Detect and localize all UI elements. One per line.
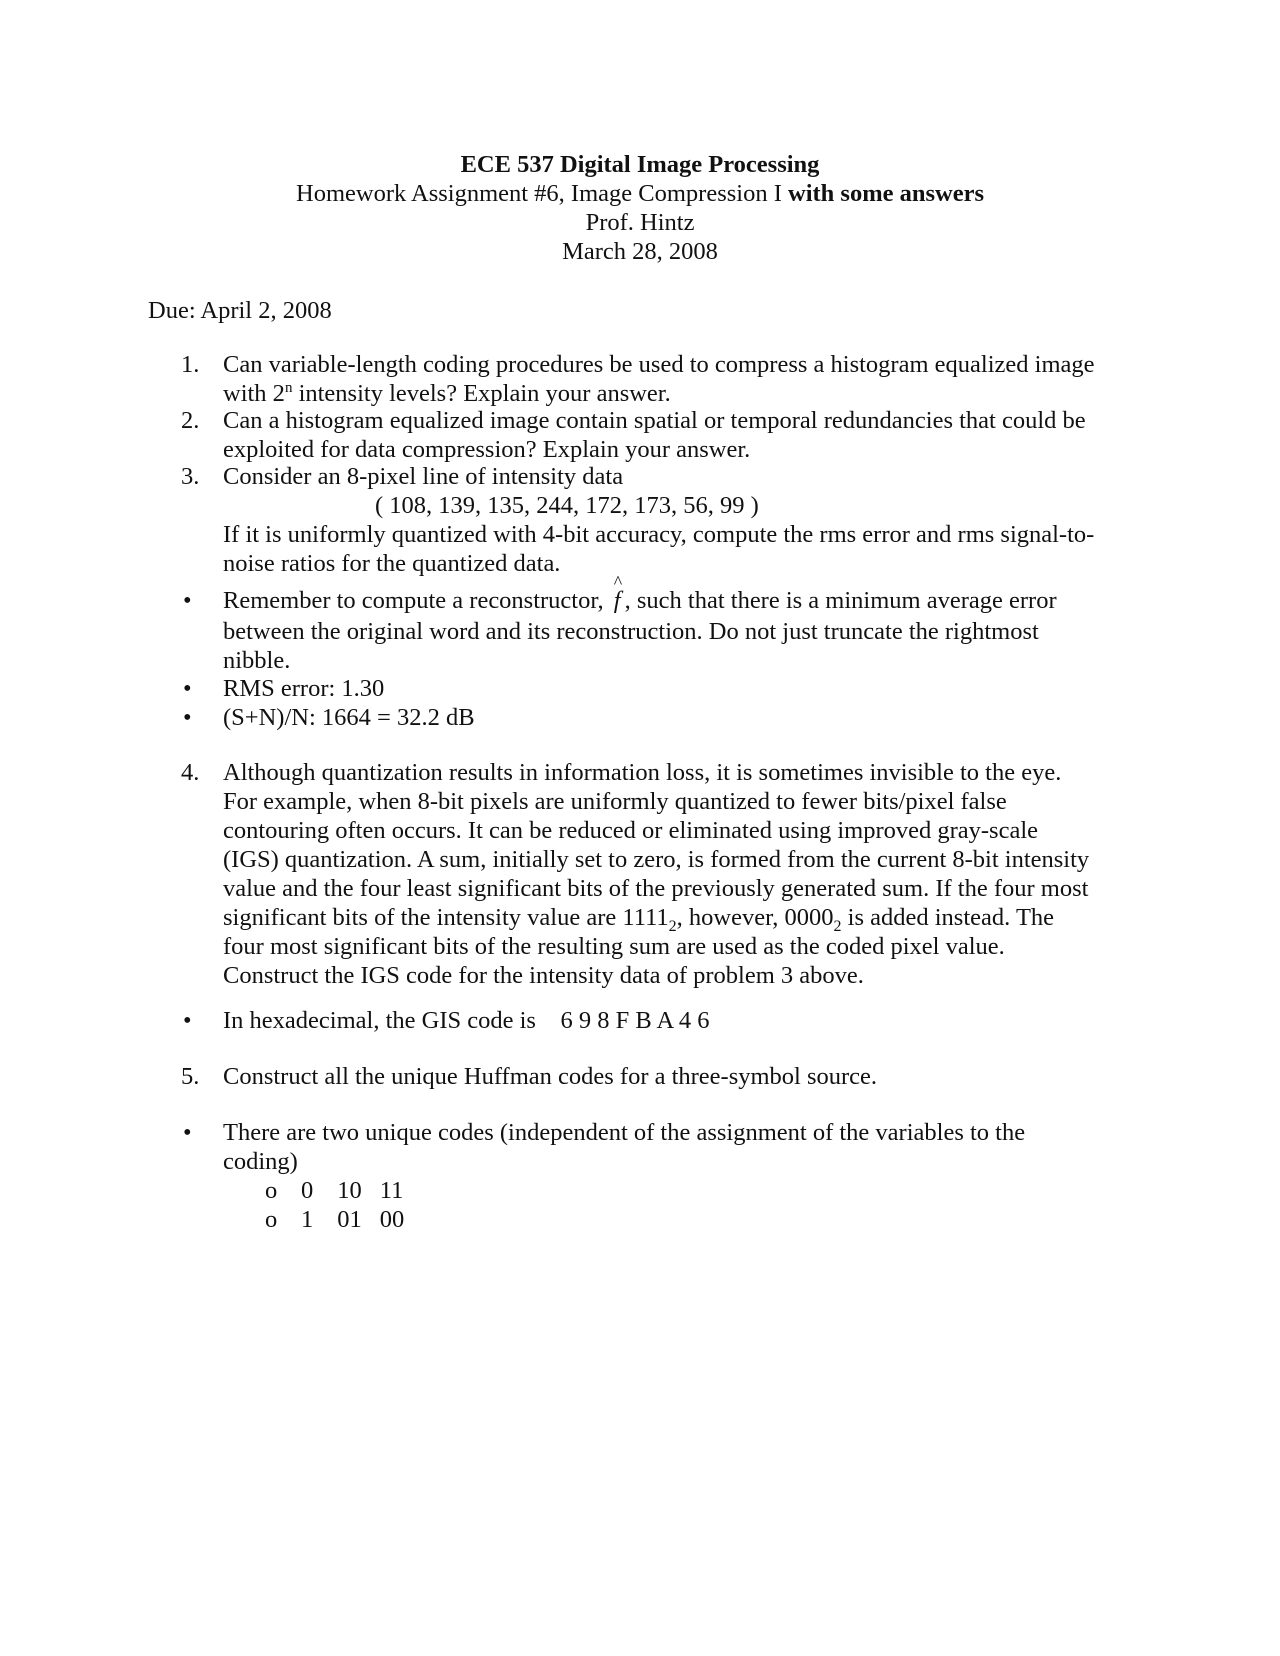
assignment-title-plain: Homework Assignment #6, Image Compression I: [296, 180, 782, 207]
answer-line: [223, 572, 1123, 615]
question-line: exploited for data compression? Explain your answer.: [223, 436, 751, 463]
hat-accent: ^: [613, 572, 623, 592]
question-line: If it is uniformly quantized with 4-bit accuracy, compute the rms error and rms signal-to-: [223, 521, 1095, 548]
professor-name: Prof. Hintz: [585, 209, 695, 236]
text-run: Remember to compute a reconstructor,: [223, 587, 610, 614]
assignment-title-bold: with some answers: [788, 180, 984, 207]
answer-line: nibble.: [223, 647, 291, 674]
question-line: [223, 903, 1123, 935]
code-word: 00: [379, 1206, 405, 1233]
code-word: 1: [301, 1206, 314, 1233]
answer-5-bullet: [183, 1118, 1123, 1176]
question-number: 3.: [181, 463, 200, 490]
bullet-icon: •: [183, 1119, 192, 1146]
question-number: 5.: [181, 1063, 200, 1090]
question-line: Can a histogram equalized image contain spatial or temporal redundancies that could be: [223, 407, 1086, 434]
answer-line: between the original word and its reconstruction. Do not just truncate the rightmost: [223, 618, 1039, 645]
answer-3-bullet-2: [183, 674, 1123, 703]
question-line: four most significant bits of the resulting sum are used as the coded pixel value.: [223, 933, 1005, 960]
text-run: with 2: [223, 380, 285, 407]
text-run: significant bits of the intensity value are 1111: [223, 904, 669, 931]
question-line: [223, 379, 1123, 408]
document-date: March 28, 2008: [562, 238, 718, 265]
question-line: Can variable-length coding procedures be used to compress a histogram equalized image: [223, 351, 1095, 378]
igs-code: In hexadecimal, the GIS code is 6 9 8 F B A 4 6: [223, 1007, 710, 1034]
huffman-code-2: [265, 1205, 416, 1234]
course-title: ECE 537 Digital Image Processing: [460, 151, 820, 178]
question-3: [181, 462, 1123, 578]
question-number: 1.: [181, 351, 200, 378]
subscript: 2: [668, 917, 677, 935]
circle-bullet-icon: o: [265, 1206, 278, 1233]
code-word: 0: [301, 1177, 314, 1204]
text-run: , such that there is a minimum average error: [624, 587, 1057, 614]
question-5: [181, 1062, 1123, 1091]
question-4: [181, 758, 1123, 990]
rms-error: RMS error: 1.30: [223, 675, 385, 702]
question-2: [181, 406, 1123, 464]
bullet-icon: •: [183, 587, 192, 614]
text-run: , however, 0000: [676, 904, 834, 931]
question-line: noise ratios for the quantized data.: [223, 550, 561, 577]
question-line: Construct the IGS code for the intensity data of problem 3 above.: [223, 962, 864, 989]
question-1: [181, 350, 1123, 408]
snr-value: (S+N)/N: 1664 = 32.2 dB: [223, 704, 475, 731]
answer-line: coding): [223, 1148, 298, 1175]
answer-line: There are two unique codes (independent of the assignment of the variables to the: [223, 1119, 1026, 1146]
text-run: is added instead. The: [841, 904, 1055, 931]
code-word: 11: [379, 1177, 404, 1204]
answer-3-bullet-1: [183, 572, 1123, 675]
bullet-icon: •: [183, 675, 192, 702]
question-line: value and the four least significant bits of the previously generated sum. If the four most: [223, 875, 1089, 902]
text-run: intensity levels? Explain your answer.: [292, 380, 671, 407]
intensity-data: ( 108, 139, 135, 244, 172, 173, 56, 99 ): [375, 492, 759, 519]
superscript: n: [284, 379, 293, 396]
circle-bullet-icon: o: [265, 1177, 278, 1204]
question-line: For example, when 8-bit pixels are uniformly quantized to fewer bits/pixel false: [223, 788, 1007, 815]
question-line: (IGS) quantization. A sum, initially set to zero, is formed from the current 8-bit intensity: [223, 846, 1090, 873]
question-number: 4.: [181, 759, 200, 786]
question-number: 2.: [181, 407, 200, 434]
code-word: 10: [337, 1177, 362, 1204]
bullet-icon: •: [183, 1007, 192, 1034]
subscript: 2: [833, 917, 842, 935]
assignment-title: [0, 179, 1280, 208]
question-line: Although quantization results in information loss, it is sometimes invisible to the eye.: [223, 759, 1062, 786]
question-line: Consider an 8-pixel line of intensity data: [223, 463, 624, 490]
answer-3-bullet-3: [183, 703, 1123, 732]
f-letter: f: [613, 587, 621, 614]
due-date: Due: April 2, 2008: [148, 297, 332, 324]
answer-4-bullet: [183, 1006, 1123, 1035]
f-hat-symbol: [610, 572, 625, 615]
huffman-code-1: [265, 1176, 415, 1205]
document-header: [0, 150, 1280, 266]
bullet-icon: •: [183, 704, 192, 731]
question-line: contouring often occurs. It can be reduced or eliminated using improved gray-scale: [223, 817, 1039, 844]
question-line: Construct all the unique Huffman codes for a three-symbol source.: [223, 1063, 878, 1090]
code-word: 01: [337, 1206, 362, 1233]
